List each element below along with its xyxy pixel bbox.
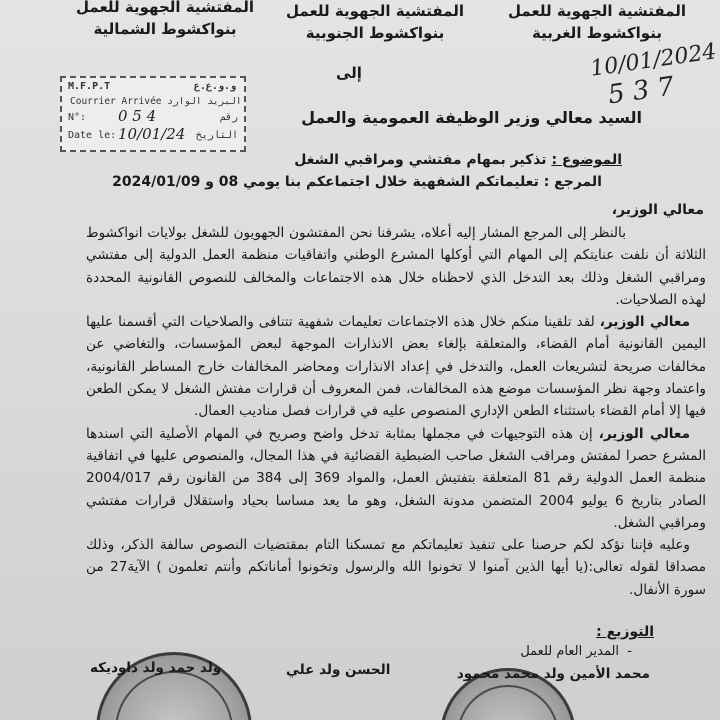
distribution-dash: - <box>619 644 632 659</box>
reception-stamp <box>60 76 246 152</box>
reference: المرجع : تعليماتكم الشفهية خلال اجتماعكم بنا يومي 08 و 2024/01/09 <box>112 174 602 190</box>
subject-text: تذكير بمهام مفتشي ومراقبي الشغل <box>294 152 547 168</box>
paragraph-3-text: إن هذه التوجيهات في مجملها بمثابة تدخل واضح وصريح في المهام الأصلية التي اسندها المشرع حصرا لمفتش ومراقب الشغل صاحب الضبطية القضائية في هذا المجال، والمنصوص عليها في اتفاقية منظمة العمل الدولية رقم 81 المتعلقة بتفتيش العمل، والمواد 369 إلى 384 من القانون رقم 2004/017 الصادر بتاريخ 6 يوليو 2004 المتضمن مدونة الشغل، وهو ما يعد مساسا بحياد واستقلال قرارات مفتشي ومراقبي الشغل. <box>86 425 706 531</box>
paragraph-2 <box>86 311 706 422</box>
paragraph-3 <box>86 423 706 534</box>
stamp-date-value: 10/01/24 <box>118 125 186 143</box>
paragraph-1: بالنظر إلى المرجع المشار إليه أعلاه، يشرفنا نحن المفتشون الجهويون للشغل بولايات انواكشوط الثلاثة أن نلفت عنايتكم إلى المهام التي أوكلها المشرع الوطني واتفاقيات منظمة العمل الدولية إلى مفتشي ومراقبي الشغل وذلك بعد التدخل الذي لاحظناه خلال هذه الاجتماعات والمخالف للنصوص القانونية المحددة لهذه الصلاحيات. <box>86 225 706 308</box>
stamp-number-label-ar: رقم <box>219 112 238 123</box>
stamp-date-label-ar: التاريخ <box>195 130 238 141</box>
header-center-line1: المفتشية الجهوية للعمل <box>286 2 464 20</box>
header-left-line2: بنواكشوط الشمالية <box>93 20 237 38</box>
signatory-left: ولد حمد ولد داوديكه <box>90 660 222 676</box>
header-left <box>60 0 270 40</box>
salutation: معالي الوزير، <box>611 202 704 218</box>
stamp-org-ar: و.و.ع.ع <box>193 81 236 92</box>
header-right-line1: المفتشية الجهوية للعمل <box>508 2 686 20</box>
subject-label: الموضوع : <box>551 152 622 168</box>
signatory-right: محمد الأمين ولد محمد محمود <box>456 666 650 682</box>
handwritten-date: 10/01/2024 <box>588 39 718 82</box>
subject <box>294 152 622 168</box>
paragraph-2-lead: معالي الوزير، <box>599 314 691 331</box>
stamp-org-fr: M.F.P.T <box>68 81 111 92</box>
header-center-line2: بنواكشوط الجنوبية <box>305 24 445 42</box>
distribution-item <box>520 644 632 659</box>
handwritten-number: 5 3 7 <box>606 71 676 111</box>
letter-body <box>86 222 706 601</box>
to-label: إلى <box>336 64 362 82</box>
signatory-center: الحسن ولد علي <box>286 662 391 678</box>
stamp-date-label: Date le: <box>68 130 117 141</box>
addressee: السيد معالي وزير الوظيفة العمومية والعمل <box>301 108 642 127</box>
paragraph-2-text: لقد تلقينا منكم خلال هذه الاجتماعات تعليمات شفهية تتنافى والصلاحيات التي أقسمنا عليها اليمين القانونية أمام القضاء، والمتعلقة بإلغاء بعض الانذارات الموجهة لبعض المؤسسات، والتغاضي عن مخالفات صريحة لتشريعات العمل، والتدخل في إعداد الانذارات ومحاضر المخالفات خارج المساطر القانونية، واعتماد وجهة نظر المؤسسات موضع هذه المخالفات، فمن المعروف أن قرارات مفتش الشغل لا يمكن الطعن فيها إلا أمام القضاء باستثناء الطعن الإداري المنصوص عليه في قرارات فصل مناديب العمال. <box>86 314 706 420</box>
paragraph-4: وعليه فإننا نؤكد لكم حرصنا على تنفيذ تعليماتكم مع تمسكنا التام بمقتضيات النصوص سالفة الذكر، وذلك مصداقا لقوله تعالى:(يا أيها الذين آمنوا لا تخونوا الله والرسول وتخونوا أماناتكم وأنتم تعلمون ) الآية27 من سورة الأنفال. <box>86 537 706 598</box>
stamp-number-label: N°: <box>68 112 87 123</box>
paragraph-3-lead: معالي الوزير، <box>598 425 691 442</box>
header-right-line2: بنواكشوط الغربية <box>532 24 662 42</box>
header-center <box>270 0 480 44</box>
header-left-line1: المفتشية الجهوية للعمل <box>76 0 254 16</box>
stamp-number-value: 0 5 4 <box>118 107 157 125</box>
stamp-incoming-mail: Courrier Arrivée البريد الوارد <box>70 96 242 107</box>
header-right <box>492 0 702 44</box>
distribution-recipient: المدير العام للعمل <box>520 644 620 659</box>
distribution-label: التوزيع : <box>596 624 654 640</box>
